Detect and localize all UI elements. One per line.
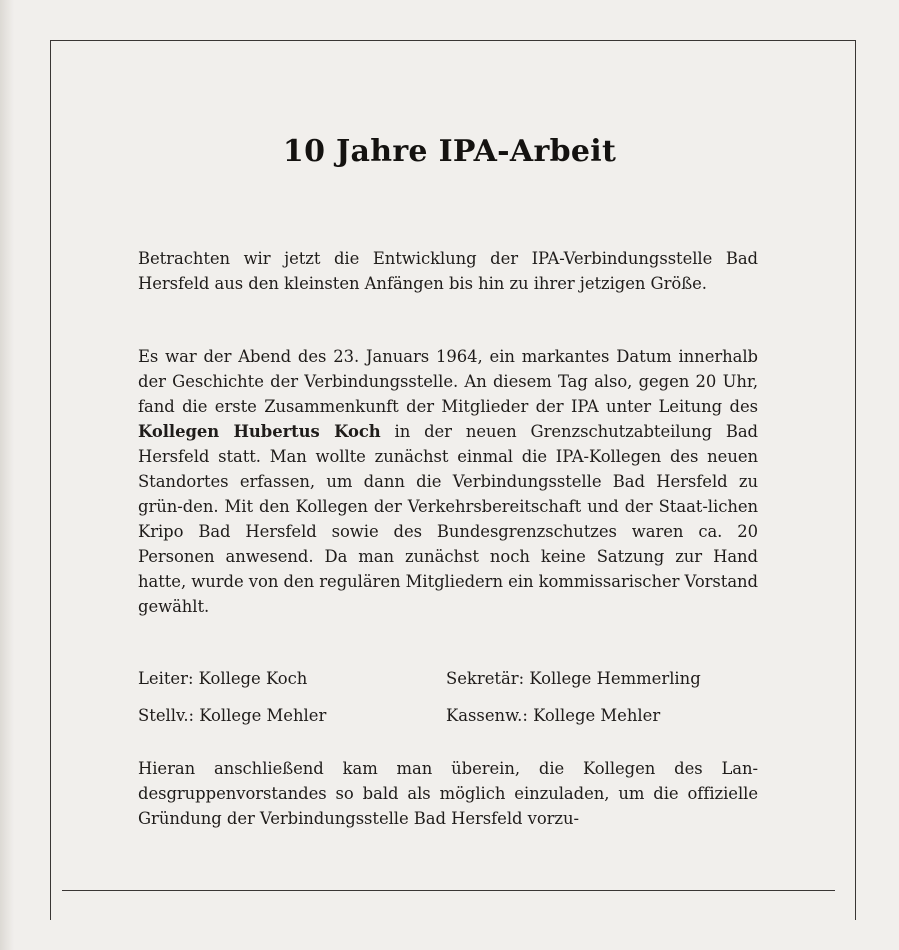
page-title: 10 Jahre IPA-Arbeit: [282, 134, 617, 169]
frame-right-rule: [855, 40, 856, 920]
bottom-rule: [62, 890, 835, 891]
paragraph-founding: Hieran anschließend kam man überein, die Kollegen des Lan-desgruppenvorstandes so bald als möglich einzuladen, um die offizielle Gründung der Verbindungsstelle Bad Hersfeld vorzu-: [138, 759, 758, 828]
highlighted-name: Kollegen Hubertus Koch: [138, 422, 381, 441]
officer-stellvertreter: Stellv.: Kollege Mehler: [138, 706, 327, 725]
officer-leiter: Leiter: Kollege Koch: [138, 669, 308, 688]
officer-kassenwart: Kassenw.: Kollege Mehler: [446, 706, 661, 725]
paragraph-first-meeting-text-a: Es war der Abend des 23. Januars 1964, ein markantes Datum innerhalb der Geschichte der Verbindungsstelle. An diesem Tag also, gegen 20 Uhr, fand die erste Zusammenkunft der Mitglieder der IPA unter Leitung des: [138, 347, 758, 416]
frame-left-rule: [50, 40, 51, 920]
officer-sekretaer: Sekretär: Kollege Hemmerling: [446, 669, 701, 688]
paragraph-first-meeting-text-b: in der neuen Grenzschutzabteilung Bad Hersfeld statt. Man wollte zunächst einmal die IPA-Kollegen des neuen Standortes erfassen, um dann die Verbindungsstelle Bad Hersfeld zu grün-den. Mit den Kollegen der Verkehrsbereitschaft und der Staat-lichen Kripo Bad Hersfeld sowie des Bundesgrenzschutzes waren ca. 20 Personen anwesend. Da man zunächst noch keine Satzung zur Hand hatte, wurde von den regulären Mitgliedern ein kommissarischer Vorstand gewählt.: [138, 422, 758, 616]
paragraph-intro: Betrachten wir jetzt die Entwicklung der IPA-Verbindungsstelle Bad Hersfeld aus den kleinsten Anfängen bis hin zu ihrer jetzigen Größe.: [138, 249, 758, 293]
paragraph-first-meeting: [138, 344, 758, 619]
frame-top-rule: [50, 40, 856, 41]
